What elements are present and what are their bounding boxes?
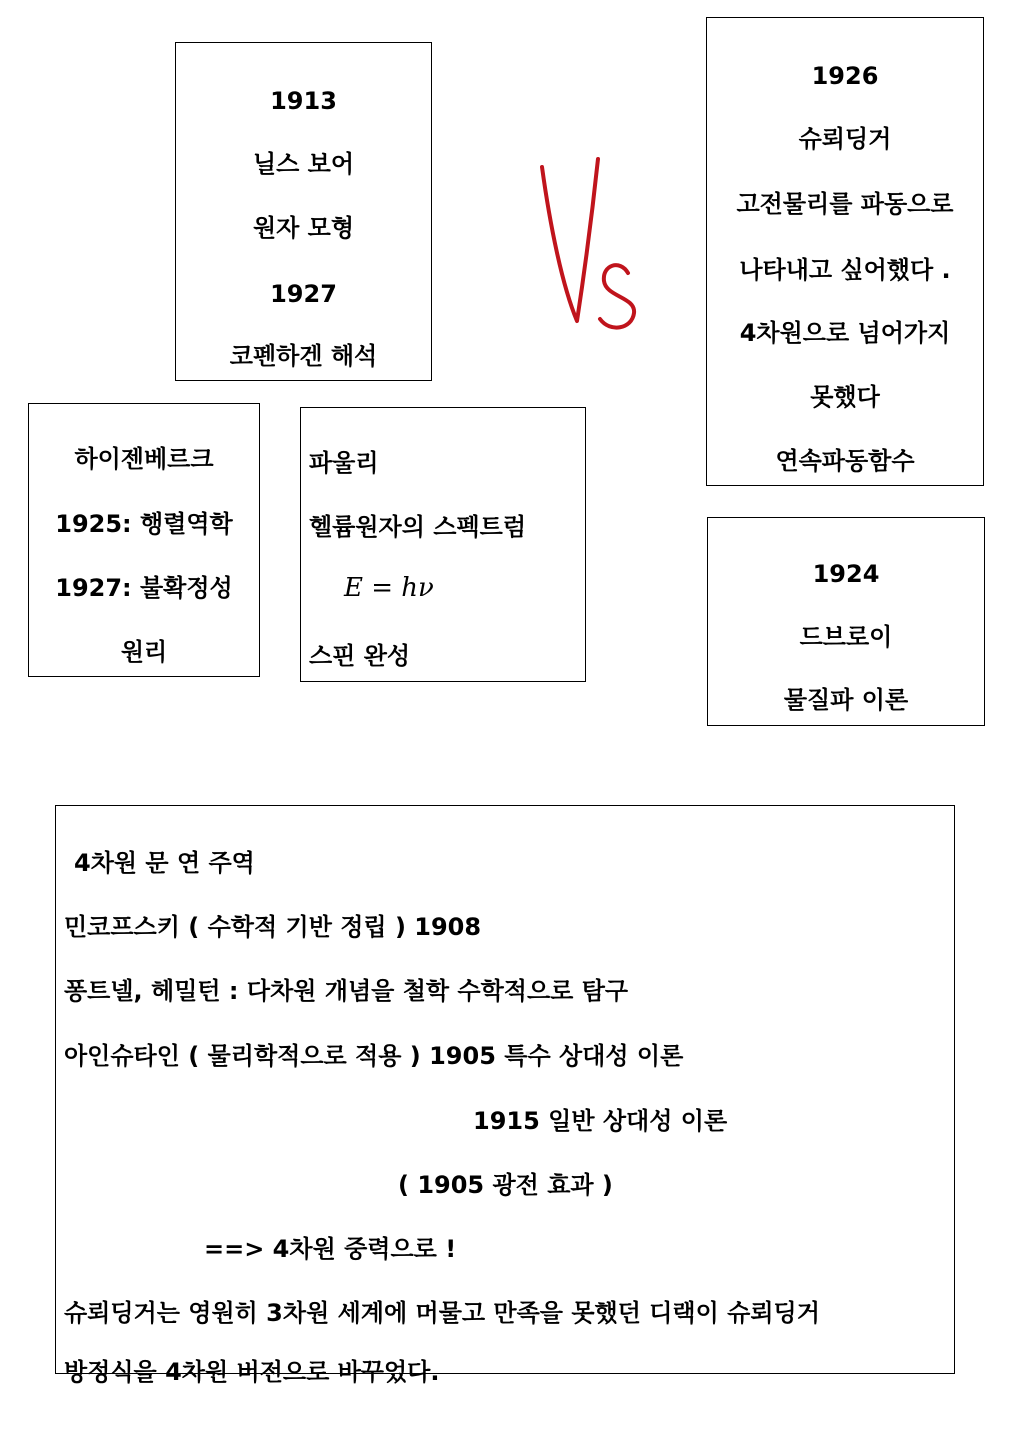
schrodinger-year: 1926 <box>811 62 879 90</box>
matter-wave-theory: 물질파 이론 <box>783 686 909 714</box>
einstein-line: 아인슈타인 ( 물리학적으로 적용 ) 1905 특수 상대성 이론 <box>64 1042 684 1070</box>
fourd-heading: 4차원 문 연 주역 <box>74 849 255 877</box>
schrodinger-box <box>706 17 984 486</box>
heisenberg-name: 하이젠베르크 <box>74 445 214 473</box>
photoelectric-line: ( 1905 광전 효과 ) <box>398 1171 613 1199</box>
debroglie-year: 1924 <box>812 560 880 588</box>
bohr-name: 닐스 보어 <box>252 150 355 178</box>
copenhagen-year: 1927 <box>270 280 337 308</box>
schrodinger-line-7: 연속파동함수 <box>775 447 915 475</box>
schrodinger-line-6: 못했다 <box>810 383 880 411</box>
uncertainty-principle-cont: 원리 <box>120 638 168 666</box>
schrodinger-line-4: 나타내고 싶어했다 . <box>739 256 951 284</box>
debroglie-name: 드브로이 <box>799 623 893 651</box>
spin-completion: 스핀 완성 <box>309 642 411 670</box>
general-relativity-line: 1915 일반 상대성 이론 <box>473 1107 728 1135</box>
schrodinger-line-3: 고전물리를 파동으로 <box>736 190 954 218</box>
matrix-mechanics: 1925: 행렬역학 <box>55 510 233 538</box>
heisenberg-box <box>28 403 260 677</box>
gravity-arrow-line: ==> 4차원 중력으로 ! <box>204 1235 457 1263</box>
bohr-year: 1913 <box>270 87 337 115</box>
copenhagen-interpretation: 코펜하겐 해석 <box>229 342 378 370</box>
pauli-name: 파울리 <box>309 449 379 477</box>
helium-spectrum: 헬륨원자의 스펙트럼 <box>309 513 527 541</box>
bohr-atom-model: 원자 모형 <box>252 214 355 242</box>
vs-letter-s <box>600 265 634 327</box>
fontenelle-hamilton-line: 퐁트넬, 헤밀턴 : 다차원 개념을 철학 수학적으로 탐구 <box>64 977 629 1005</box>
pauli-box <box>300 407 586 682</box>
dirac-line-1: 슈뢰딩거는 영원히 3차원 세계에 머물고 만족을 못했던 디랙이 슈뢰딩거 <box>64 1299 820 1327</box>
schrodinger-name: 슈뢰딩거 <box>798 125 892 153</box>
vs-handwritten-mark <box>520 145 650 345</box>
vs-letter-v <box>542 159 598 321</box>
four-dimension-box <box>55 805 955 1386</box>
dirac-line-2: 방정식을 4차원 버전으로 바꾸었다. <box>64 1358 440 1386</box>
uncertainty-principle: 1927: 불확정성 <box>55 574 233 602</box>
minkowski-line: 민코프스키 ( 수학적 기반 정립 ) 1908 <box>64 913 482 941</box>
energy-equation: E = hν <box>344 573 434 603</box>
schrodinger-line-5: 4차원으로 넘어가지 <box>739 319 951 347</box>
debroglie-box <box>707 517 985 726</box>
bohr-box <box>175 42 432 381</box>
